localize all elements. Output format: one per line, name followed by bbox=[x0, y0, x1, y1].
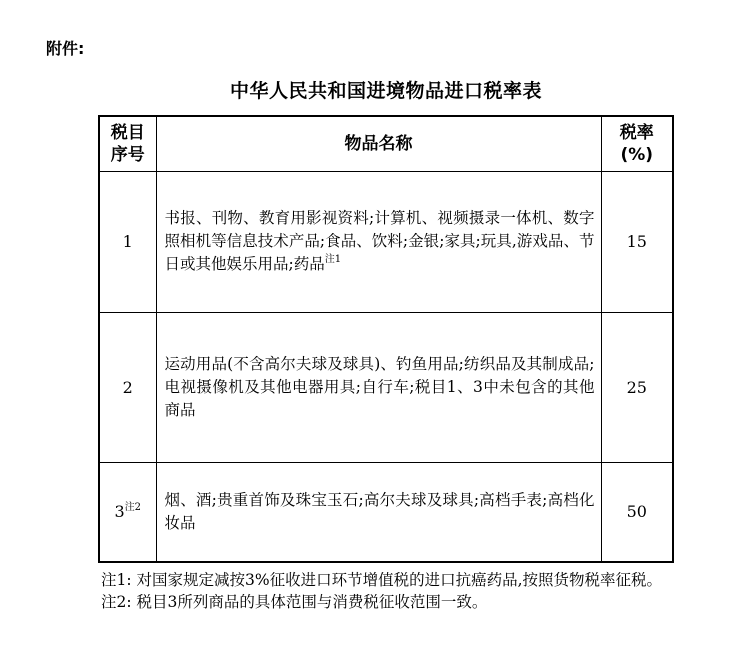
row-2-number: 2 bbox=[122, 377, 133, 397]
row-2-name-cell bbox=[156, 312, 601, 462]
row-2-number-cell bbox=[99, 312, 156, 462]
row-2-rate: 25 bbox=[626, 377, 647, 397]
header-item-name-text: 物品名称 bbox=[344, 133, 413, 154]
row-3-number-note: 注2 bbox=[124, 502, 142, 514]
header-tax-rate-line2: (%) bbox=[620, 144, 654, 165]
row-1-name: 书报、刊物、教育用影视资料;计算机、视频摄录一体机、数字照相机等信息技术产品;食品、饮料;金银;家具;玩具,游戏品、节日或其他娱乐用品;药品 bbox=[164, 209, 595, 273]
row-1-number-cell bbox=[99, 171, 156, 312]
row-1-rate: 15 bbox=[626, 232, 647, 251]
header-tax-number bbox=[99, 116, 156, 171]
header-tax-rate bbox=[601, 116, 673, 171]
header-tax-number-line1: 税目 bbox=[110, 122, 145, 143]
header-tax-number-line2: 序号 bbox=[110, 144, 145, 165]
row-1-name-cell bbox=[156, 171, 601, 312]
row-1-rate-cell bbox=[601, 171, 673, 312]
footnote-2: 注2: 税目3所列商品的具体范围与消费税征收范围一致。 bbox=[101, 593, 488, 611]
table-header-row bbox=[99, 116, 673, 171]
table-row bbox=[99, 312, 673, 462]
row-3-rate: 50 bbox=[626, 502, 647, 522]
footnotes bbox=[101, 569, 673, 613]
row-3-name-cell bbox=[156, 462, 601, 562]
footnote-1: 注1: 对国家规定减按3%征收进口环节增值税的进口抗癌药品,按照货物税率征税。 bbox=[101, 571, 663, 589]
row-2-name: 运动用品(不含高尔夫球及球具)、钓鱼用品;纺织品及其制成品;电视摄像机及其他电器用具;自行车;税目1、3中未包含的其他商品 bbox=[164, 354, 595, 419]
row-3-rate-cell bbox=[601, 462, 673, 562]
row-3-number: 3 bbox=[114, 502, 125, 522]
document-title: 中华人民共和国进境物品进口税率表 bbox=[229, 80, 542, 102]
row-2-rate-cell bbox=[601, 312, 673, 462]
row-3-number-cell bbox=[99, 462, 156, 562]
table-row bbox=[99, 171, 673, 312]
header-tax-rate-line1: 税率 bbox=[619, 122, 654, 143]
header-item-name bbox=[156, 116, 601, 171]
table-row bbox=[99, 462, 673, 562]
attachment-label: 附件: bbox=[46, 39, 85, 58]
row-3-name: 烟、酒;贵重首饰及珠宝玉石;高尔夫球及球具;高档手表;高档化妆品 bbox=[164, 490, 595, 532]
row-1-name-note: 注1 bbox=[324, 254, 342, 265]
tax-rate-table bbox=[98, 115, 674, 563]
row-1-number: 1 bbox=[122, 232, 133, 251]
